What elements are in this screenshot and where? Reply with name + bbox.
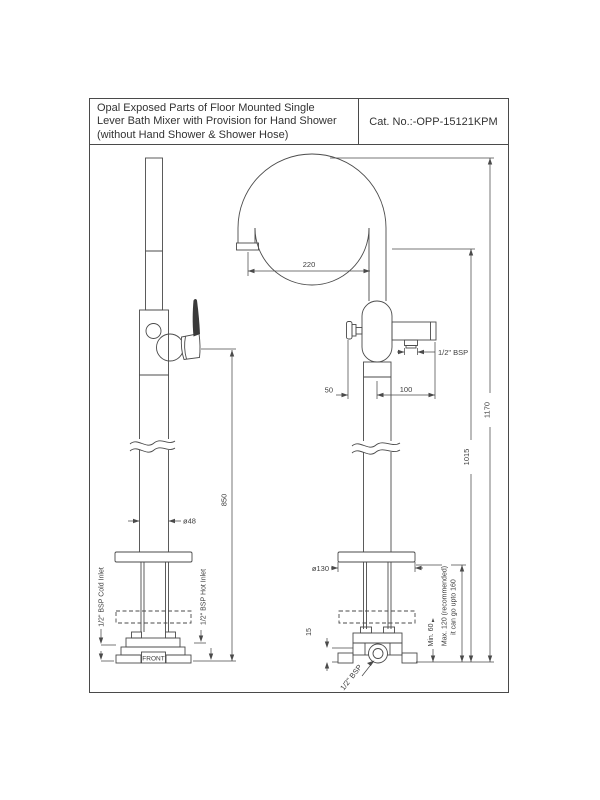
dim-220-label: 220 (302, 260, 316, 269)
outlet-bsp-label: 1/2" BSP (438, 348, 469, 357)
dimension-850 (193, 349, 236, 661)
dim-text-backgrounds (428, 393, 495, 650)
dim-850-label: 850 (219, 493, 229, 507)
cold-inlet-leader (99, 629, 116, 661)
dim-100-label: 100 (399, 385, 413, 394)
inlet-bsp-label: 1/2" BSP (338, 662, 364, 693)
max-120-label: Max. 120 (recommended) (441, 565, 449, 647)
catalogue-number: Cat. No.:-OPP-15121KPM (369, 115, 498, 128)
drawing-title-line3: (without Hand Shower & Shower Hose) (97, 128, 289, 141)
dimension-50-100 (336, 340, 435, 399)
mixer-body (362, 301, 392, 362)
inlet-bsp-leader (362, 661, 375, 677)
dimension-dia130 (331, 562, 423, 572)
dimension-15 (325, 638, 353, 671)
front-view-dimensions (99, 349, 236, 661)
hot-inlet-leader (194, 630, 213, 660)
lever-handle (193, 299, 200, 337)
min-60-label: Min. 60 (428, 623, 435, 647)
diverter-knob-front (146, 324, 161, 339)
dim-1015-label: 1015 (462, 448, 471, 466)
upto-160-label: it can go upto 160 (450, 579, 458, 635)
dia-48-label: ø48 (183, 516, 196, 526)
dim-15-label: 15 (306, 628, 313, 636)
dimension-dia48 (128, 519, 181, 523)
spout-outlet (237, 243, 259, 250)
hot-inlet-label: 1/2" BSP Hot Inlet (200, 568, 208, 626)
side-view-drawing (237, 154, 437, 663)
dim-50-label: 50 (324, 385, 333, 395)
drawing-title-line2: Lever Bath Mixer with Provision for Hand Shower (97, 115, 337, 128)
cold-inlet-label: 1/2" BSP Cold Inlet (98, 567, 106, 627)
front-view-drawing (115, 158, 200, 663)
diverter-knob-side (347, 322, 363, 340)
shower-outlet-fitting (405, 340, 418, 346)
shower-arm (392, 322, 436, 340)
dia-130-label: ø130 (311, 564, 329, 573)
dim-1170-label: 1170 (482, 401, 492, 419)
inlet-connection (369, 644, 388, 663)
dimension-1170 (330, 158, 494, 662)
dimension-outlet-bsp (397, 348, 435, 355)
front-label: FRONT (142, 655, 165, 663)
drawing-title-line1: Opal Exposed Parts of Floor Mounted Single (97, 102, 315, 114)
